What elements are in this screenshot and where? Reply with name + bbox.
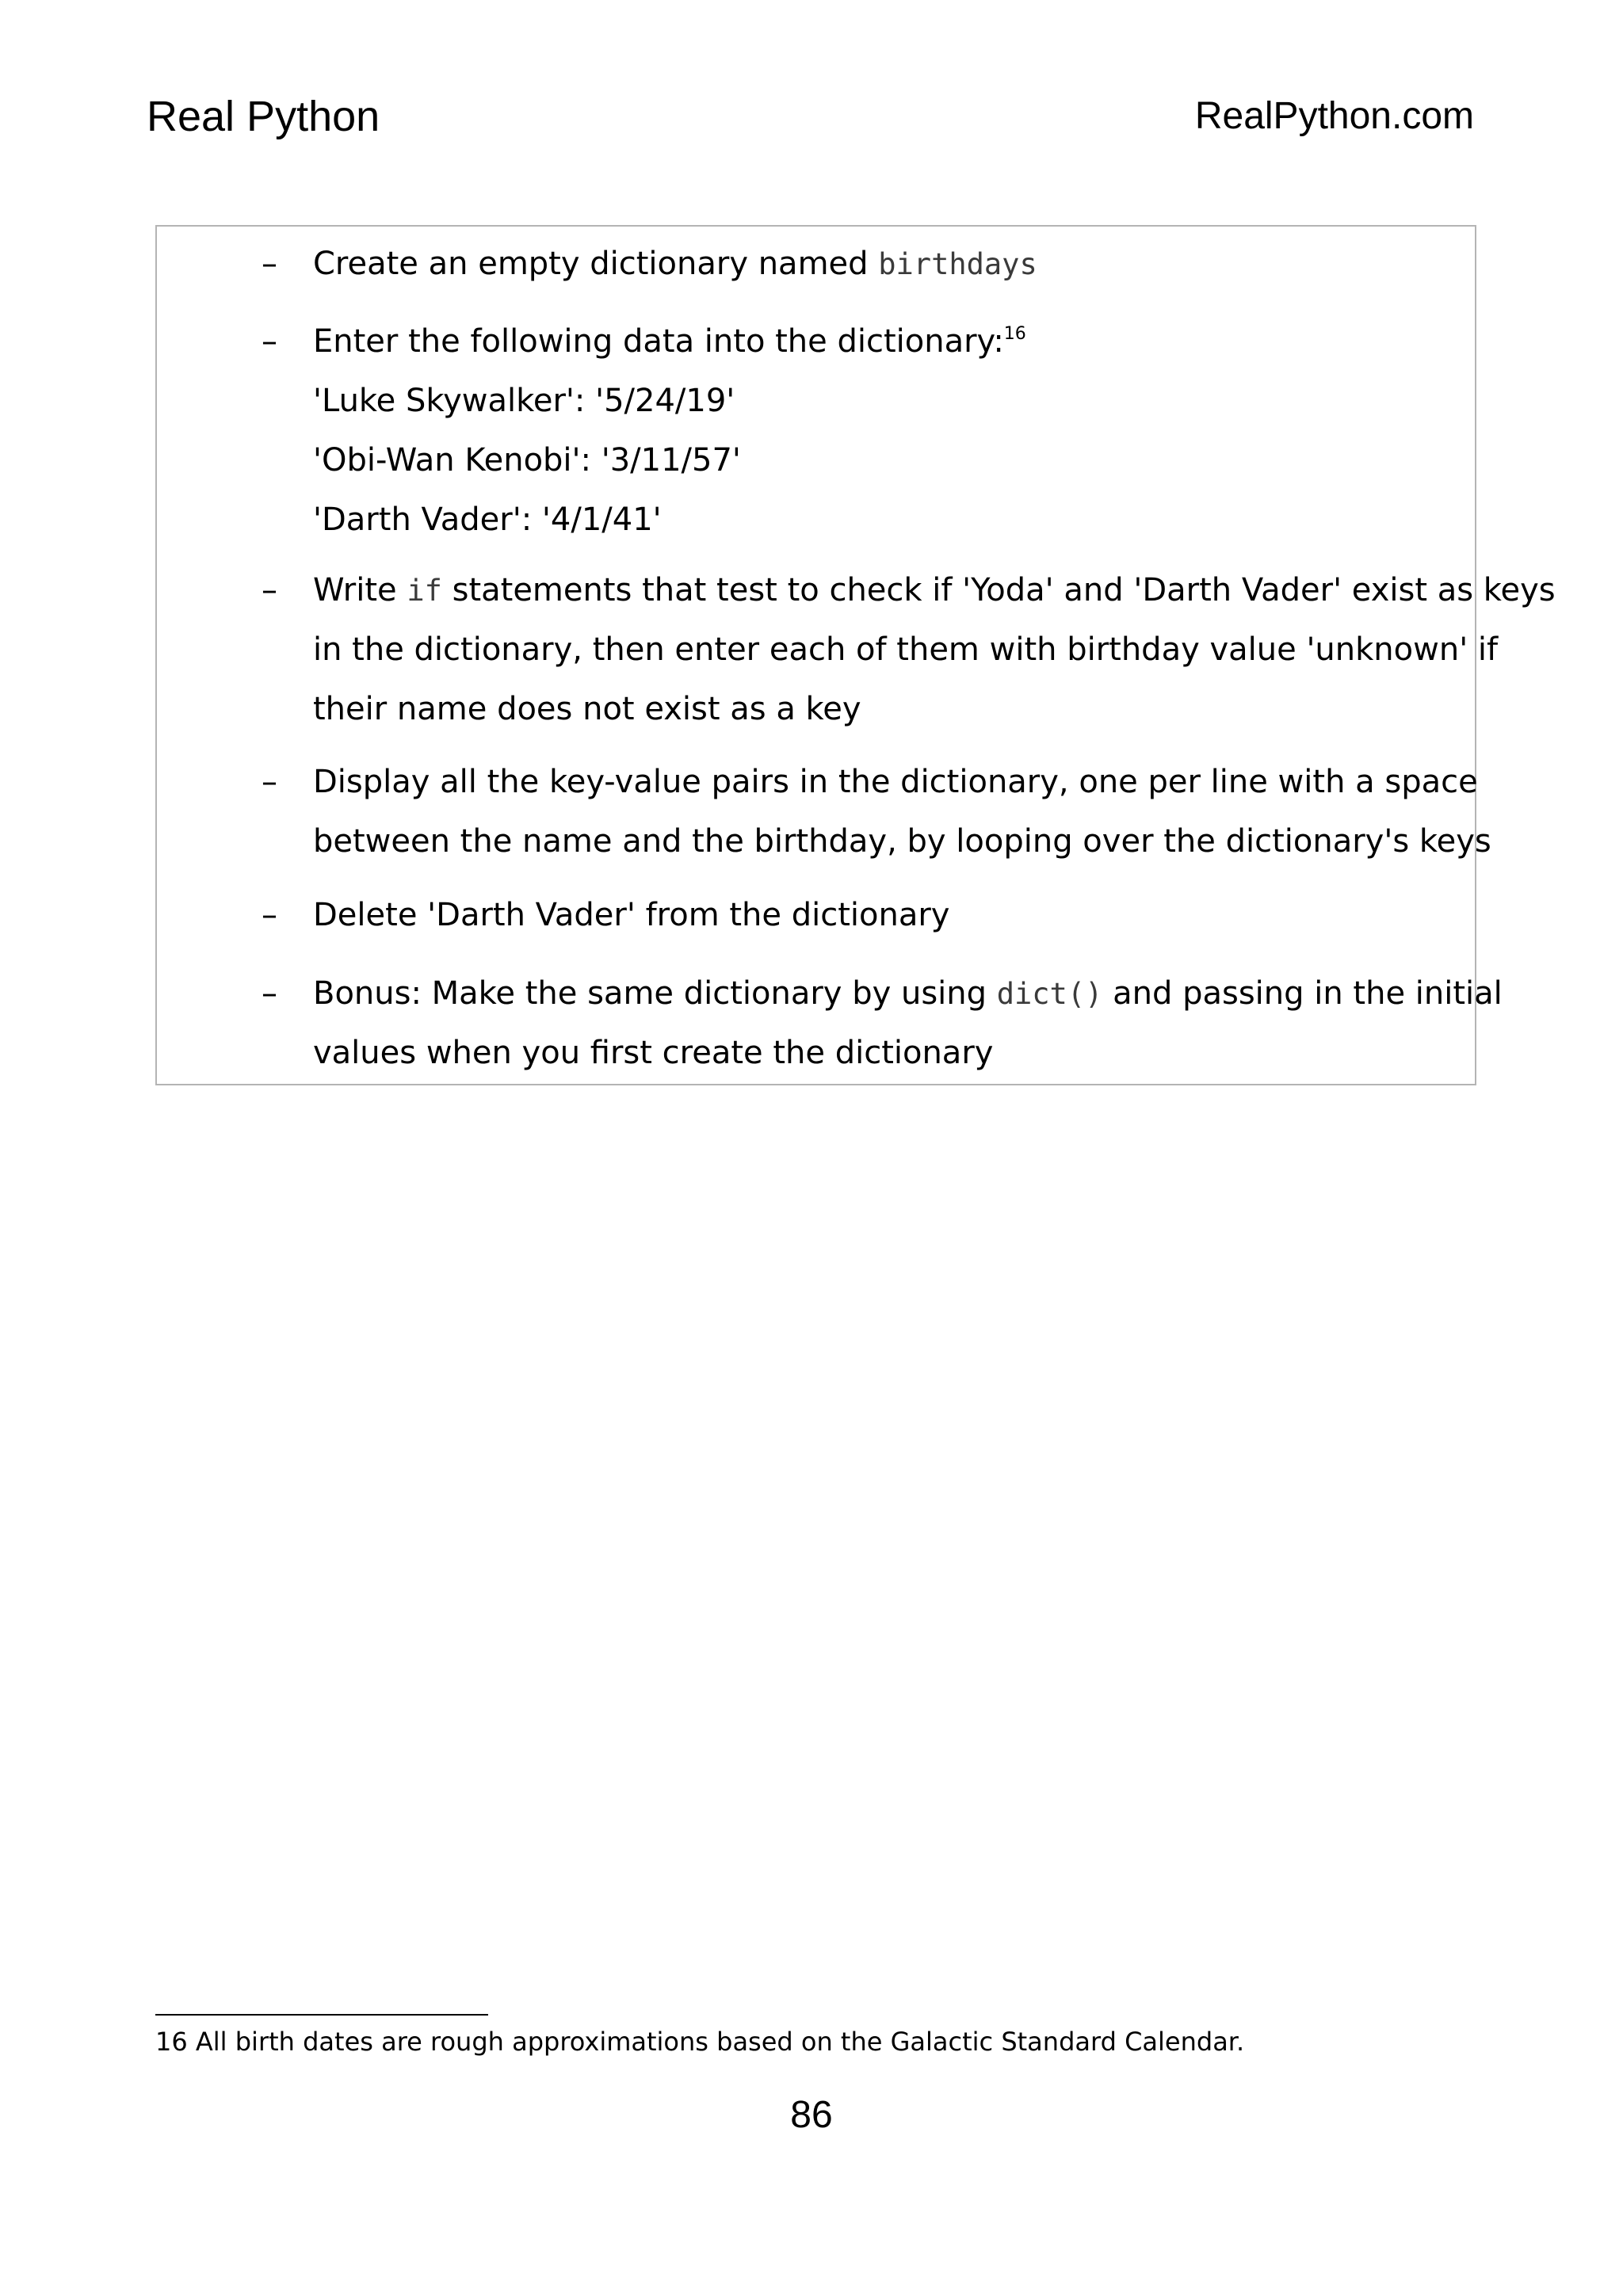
- list-item-text: Create an empty dictionary named: [313, 246, 879, 282]
- list-dash: –: [262, 246, 277, 282]
- exercise-box: [155, 225, 1556, 1085]
- data-line: 'Darth Vader': '4/1/41': [313, 502, 662, 538]
- footnote-separator: [155, 2014, 488, 2016]
- data-line: 'Obi-Wan Kenobi': '3/11/57': [313, 442, 741, 479]
- inline-code: if: [407, 574, 442, 608]
- running-header-title: Real Python: [147, 93, 380, 140]
- list-item-text: between the name and the birthday, by looping over the dictionary's keys: [313, 823, 1491, 860]
- list-item-text: their name does not exist as a key: [313, 691, 861, 727]
- list-item-text: Bonus: Make the same dictionary by using: [313, 975, 997, 1012]
- footnote-reference[interactable]: 16: [1003, 324, 1026, 344]
- list-item-text: and passing in the initial: [1102, 975, 1503, 1012]
- list-item-text: statements that test to check if 'Yoda' and 'Darth Vader' exist as keys: [441, 572, 1556, 608]
- list-item-text: Delete 'Darth Vader' from the dictionary: [313, 897, 950, 933]
- footnote: 16 All birth dates are rough approximations based on the Galactic Standard Calendar.: [155, 2027, 1245, 2057]
- list-dash: –: [262, 975, 277, 1012]
- list-dash: –: [262, 764, 277, 800]
- list-dash: –: [262, 897, 277, 933]
- inline-code: dict(): [996, 977, 1103, 1011]
- inline-code: birthdays: [878, 247, 1037, 281]
- data-line: 'Luke Skywalker': '5/24/19': [313, 383, 735, 419]
- list-item-text: Enter the following data into the dictionary:: [313, 323, 1004, 360]
- list-item-text: in the dictionary, then enter each of them with birthday value 'unknown' if: [313, 631, 1499, 668]
- page-number: 86: [790, 2094, 833, 2136]
- list-dash: –: [262, 323, 277, 360]
- list-item-text: values when you first create the dictionary: [313, 1035, 994, 1071]
- list-item-text: Display all the key-value pairs in the dictionary, one per line with a space: [313, 764, 1478, 800]
- running-header-site: RealPython.com: [1194, 95, 1474, 137]
- list-item-text: Write: [313, 572, 407, 608]
- list-dash: –: [262, 572, 277, 608]
